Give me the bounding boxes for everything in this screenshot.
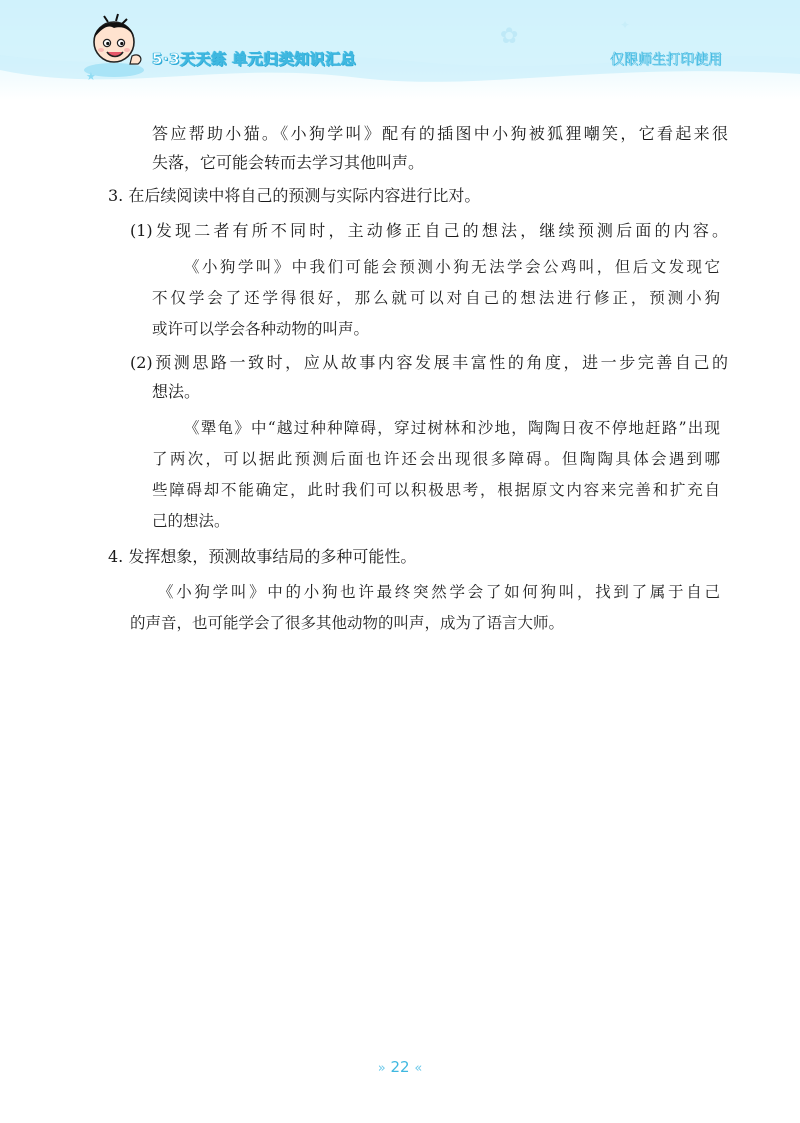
star-icon: ★ [86, 70, 96, 83]
text-line: 失落，它可能会转而去学习其他叫声。 [152, 153, 425, 172]
example-line: 《犟龟》中“越过种种障碍，穿过树林和沙地，陶陶日夜不停地赶路”出现 [184, 419, 720, 437]
star-icon: ✦ [620, 18, 631, 32]
usage-note: 仅限师生打印使用 [610, 52, 722, 68]
list-item-3: 3. 在后续阅读中将自己的预测与实际内容进行比对。 [108, 186, 481, 205]
sub-item-2: (2)预测思路一致时，应从故事内容发展丰富性的角度，进一步完善自己的 [130, 353, 728, 372]
chevron-right-icon: » [377, 1061, 386, 1076]
series-title: 5·3天天练 单元归类知识汇总 [152, 50, 357, 68]
example-line: 或许可以学会各种动物的叫声。 [152, 320, 370, 338]
list-item-4: 4. 发挥想象，预测故事结局的多种可能性。 [108, 547, 417, 566]
sub-item-1: (1)发现二者有所不同时，主动修正自己的想法，继续预测后面的内容。 [130, 221, 728, 240]
text-line: 答应帮助小猫。《小狗学叫》配有的插图中小狗被狐狸嘲笑，它看起来很 [152, 124, 728, 143]
page-footer [0, 1058, 800, 1076]
chevron-left-icon: « [414, 1061, 423, 1076]
example-line: 《小狗学叫》中的小狗也许最终突然学会了如何狗叫，找到了属于自己 [158, 583, 720, 601]
boy-mascot-icon [78, 12, 150, 78]
example-line: 《小狗学叫》中我们可能会预测小狗无法学会公鸡叫，但后文发现它 [184, 258, 720, 276]
example-line: 的声音，也可能学会了很多其他动物的叫声，成为了语言大师。 [130, 614, 565, 632]
example-line: 己的想法。 [152, 512, 230, 530]
example-line: 了两次，可以据此预测后面也许还会出现很多障碍。但陶陶具体会遇到哪 [152, 450, 720, 468]
page-number: 22 [390, 1058, 410, 1076]
example-line: 些障碍却不能确定，此时我们可以积极思考，根据原文内容来完善和扩充自 [152, 481, 720, 499]
page-header [0, 0, 800, 100]
sub-item-2-continued: 想法。 [152, 382, 201, 401]
flower-icon: ✿ [500, 24, 519, 49]
example-line: 不仅学会了还学得很好，那么就可以对自己的想法进行修正，预测小狗 [152, 289, 720, 307]
